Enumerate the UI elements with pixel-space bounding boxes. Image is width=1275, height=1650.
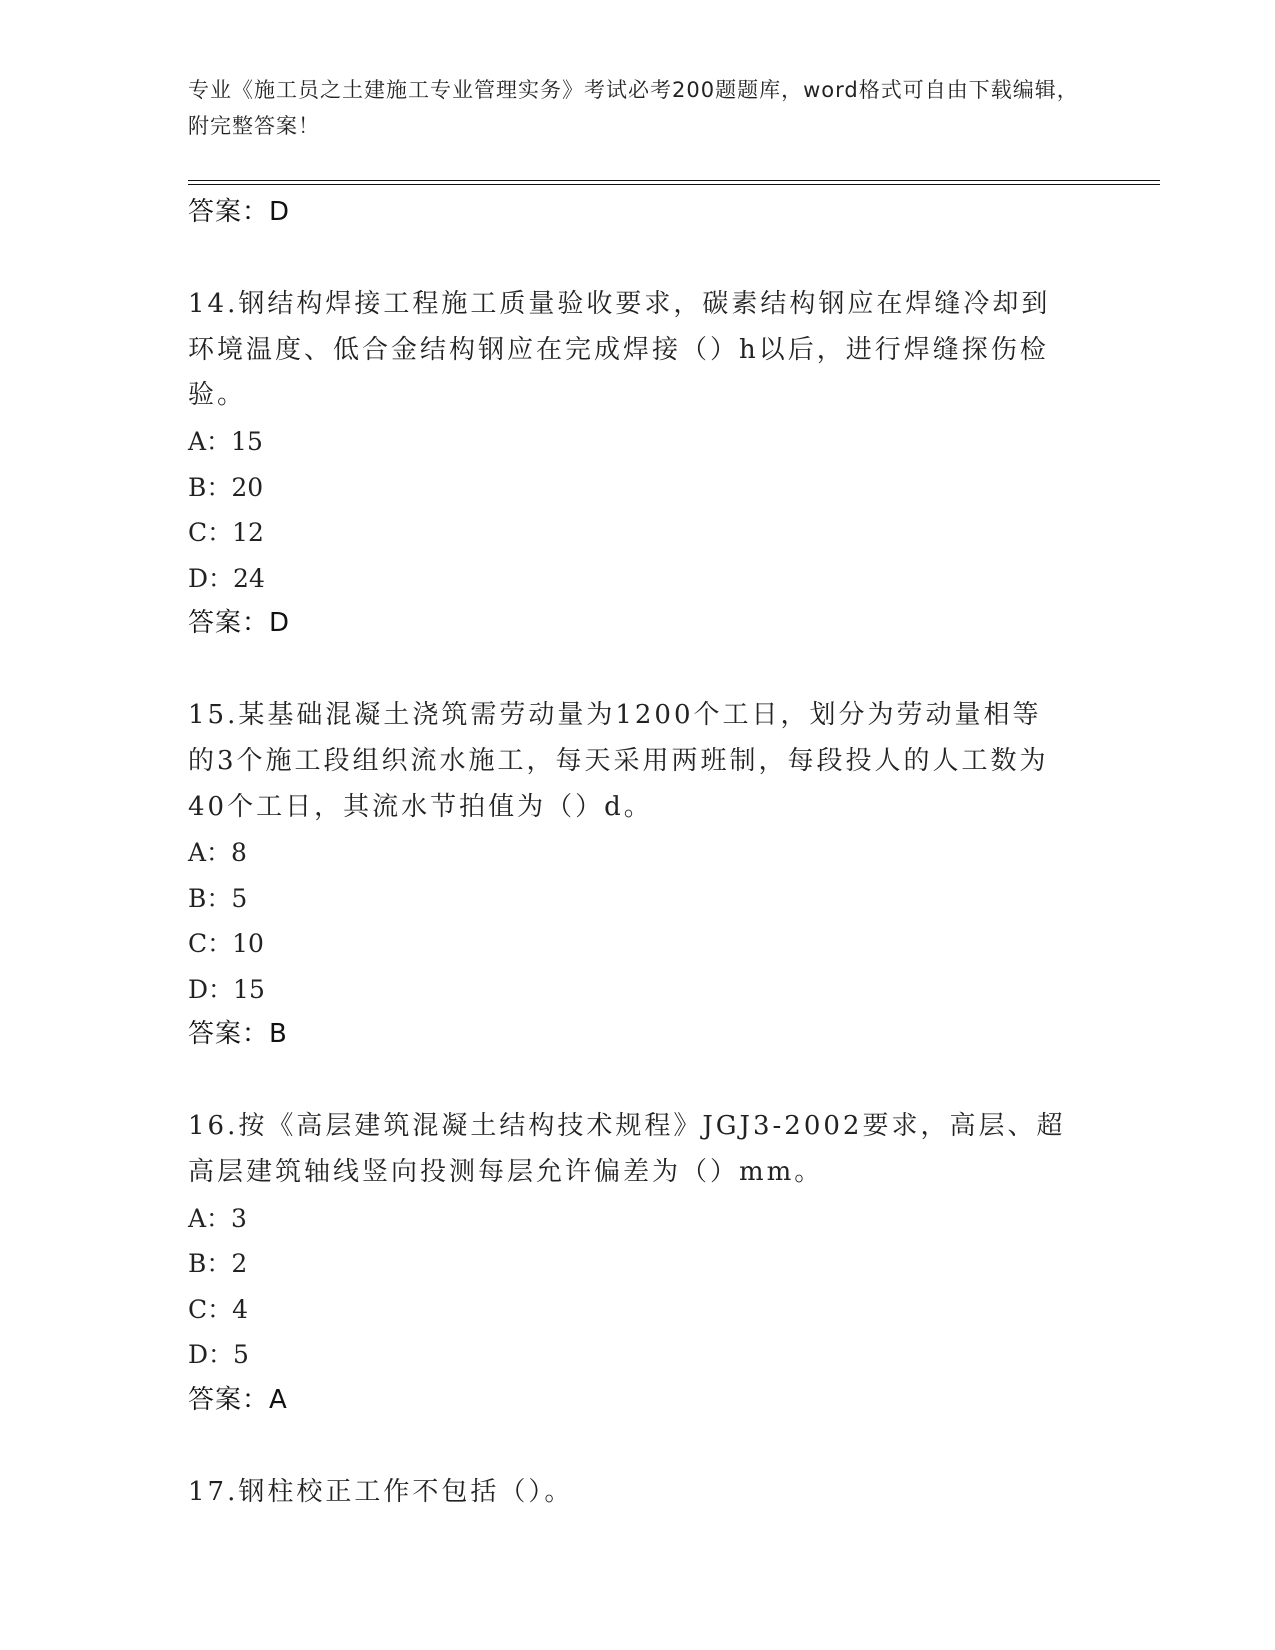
option-b: B：20 (188, 472, 264, 502)
option-a: A：8 (188, 838, 247, 868)
option-d: D：15 (188, 974, 265, 1004)
answer-line: 答案：D (188, 197, 291, 227)
question-15 (188, 693, 1068, 1057)
option-d: D：24 (188, 563, 265, 593)
option-b: B：2 (188, 1249, 248, 1279)
question-14 (188, 282, 1068, 646)
option-d: D：5 (188, 1340, 249, 1370)
header-rule-top (188, 180, 1160, 181)
question-text: 16.按《高层建筑混凝土结构技术规程》JGJ3-2002要求，高层、超高层建筑轴线竖向投测每层允许偏差为（）mm。 (188, 1111, 1066, 1187)
header-rule-bottom (188, 184, 1160, 185)
document-header: 专业《施工员之土建施工专业管理实务》考试必考200题题库，word格式可自由下载编辑，附完整答案！ (188, 78, 1079, 138)
question-text: 17.钢柱校正工作不包括（）。 (188, 1476, 574, 1507)
answer-line: 答案：B (188, 1019, 288, 1050)
option-a: A：3 (188, 1203, 247, 1233)
option-b: B：5 (188, 883, 248, 913)
answer-line: 答案：D (188, 608, 291, 639)
option-c: C：10 (188, 929, 264, 959)
option-a: A：15 (188, 427, 263, 457)
option-c: C：12 (188, 518, 264, 548)
answer-line: 答案：A (188, 1384, 288, 1415)
question-17 (188, 1470, 1068, 1516)
question-list (188, 190, 1068, 1515)
question-text: 15.某基础混凝土浇筑需劳动量为1200个工日，划分为劳动量相等的3个施工段组织流水施工，每天采用两班制，每段投人的人工数为40个工日，其流水节拍值为（）d。 (188, 700, 1049, 822)
option-c: C：4 (188, 1294, 249, 1324)
question-text: 14.钢结构焊接工程施工质量验收要求，碳素结构钢应在焊缝冷却到环境温度、低合金结构钢应在完成焊接（）h以后，进行焊缝探伤检验。 (188, 289, 1051, 411)
question-16 (188, 1104, 1068, 1422)
